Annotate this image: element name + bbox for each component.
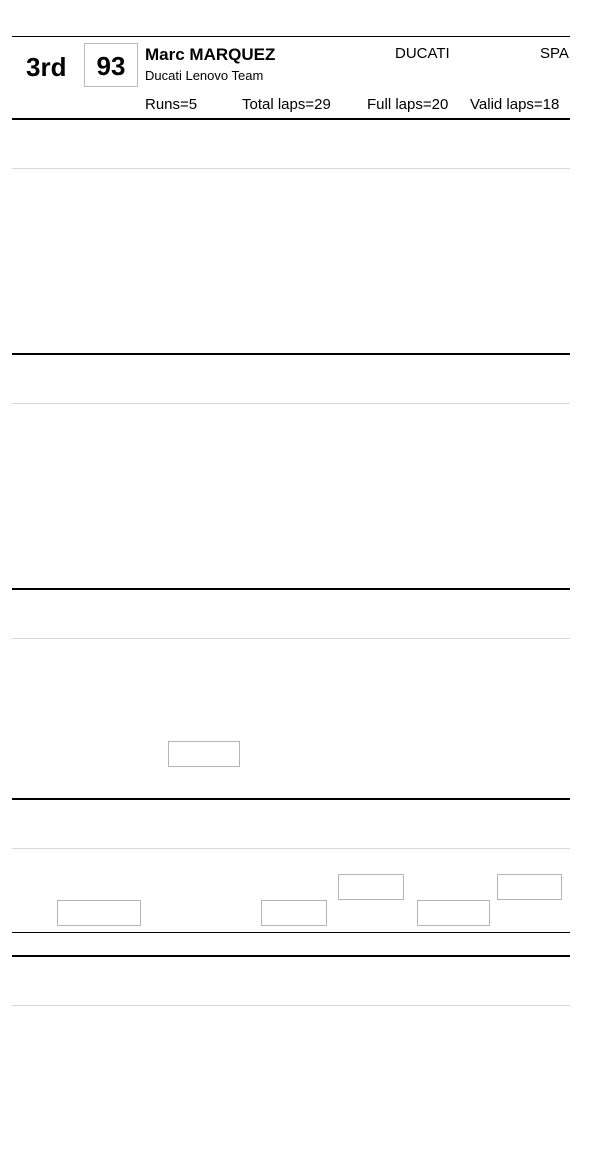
manufacturer: DUCATI (395, 45, 450, 62)
position: 3rd (26, 52, 67, 82)
team-name: Ducati Lenovo Team (145, 68, 264, 83)
divider (12, 798, 570, 800)
divider (12, 848, 570, 849)
divider (12, 118, 570, 120)
divider (12, 353, 570, 355)
nation: SPA (540, 45, 569, 62)
divider (12, 588, 570, 590)
rider-name: Marc MARQUEZ (145, 45, 276, 64)
best-value-box (497, 874, 562, 900)
best-value-box (168, 741, 240, 767)
divider (12, 168, 570, 169)
divider (12, 955, 570, 957)
best-value-box (57, 900, 141, 926)
divider (12, 403, 570, 404)
divider (12, 638, 570, 639)
rider-number: 93 (84, 43, 138, 87)
total-laps: Total laps=29 (242, 96, 331, 113)
divider (12, 932, 570, 933)
runs-count: Runs=5 (145, 96, 198, 113)
best-value-box (417, 900, 490, 926)
valid-laps: Valid laps=18 (470, 96, 560, 113)
best-value-box (261, 900, 327, 926)
full-laps: Full laps=20 (367, 96, 449, 113)
best-value-box (338, 874, 404, 900)
divider (12, 1005, 570, 1006)
